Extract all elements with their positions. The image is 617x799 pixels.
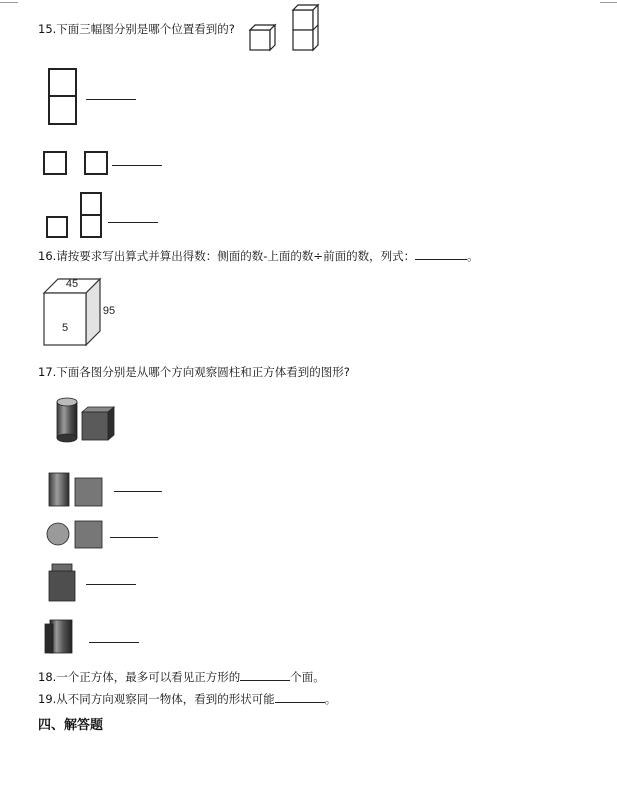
page-corner-mark-right — [600, 2, 617, 3]
question-19-prompt: 19.从不同方向观察同一物体，看到的形状可能 — [38, 692, 275, 706]
q17-view-1-rectangle-and-square — [48, 472, 104, 508]
question-19-answer-blank[interactable] — [275, 691, 325, 703]
q15-view-3-single-square — [46, 216, 68, 238]
question-19-suffix: 。 — [324, 692, 337, 706]
q16-cube-top-number: 45 — [65, 278, 79, 290]
q15-view-3-answer-blank[interactable] — [108, 222, 158, 223]
question-19-text — [38, 691, 336, 706]
q15-view-2-answer-blank[interactable] — [112, 165, 162, 166]
question-16-suffix: 。 — [467, 249, 479, 263]
question-16-prompt: 16.请按要求写出算式并算出得数：侧面的数-上面的数÷前面的数，列式： — [38, 249, 416, 263]
q17-view-4-answer-blank[interactable] — [89, 642, 139, 643]
q15-view-1-stacked-squares — [48, 68, 78, 126]
q17-cylinder-and-cube-figure — [54, 396, 116, 444]
question-16-text — [38, 248, 479, 263]
q15-view-3-stacked-squares — [80, 192, 102, 238]
q16-cube-side-number: 95 — [102, 305, 116, 317]
q15-stacked-cubes-figure — [292, 4, 320, 52]
section-4-heading: 四、解答题 — [38, 718, 104, 733]
q15-view-1-answer-blank[interactable] — [86, 99, 136, 100]
question-16-answer-blank[interactable] — [415, 248, 467, 260]
q17-view-3-answer-blank[interactable] — [86, 584, 136, 585]
question-18-prompt: 18.一个正方体，最多可以看见正方形的 — [38, 670, 241, 684]
q17-view-3-overlapped-shapes — [48, 563, 78, 603]
q15-view-2-left-square — [43, 151, 67, 175]
q16-cube-front-number: 5 — [61, 322, 69, 334]
question-15-text: 15.下面三幅图分别是哪个位置看到的? — [38, 22, 235, 36]
q16-numbered-cube-figure — [38, 276, 122, 348]
question-17-text: 17.下面各图分别是从哪个方向观察圆柱和正方体看到的图形? — [38, 365, 350, 379]
q17-view-2-answer-blank[interactable] — [110, 537, 158, 538]
page-corner-mark-left — [0, 2, 18, 3]
q15-small-cube-figure — [249, 24, 277, 52]
q17-view-1-answer-blank[interactable] — [114, 491, 162, 492]
question-18-text — [38, 669, 325, 684]
question-18-suffix: 个面。 — [290, 670, 325, 684]
q15-view-2-right-square — [84, 151, 108, 175]
q17-view-2-circle-and-square — [46, 520, 104, 550]
q17-view-4-overlapped-shapes — [44, 619, 78, 655]
question-18-answer-blank[interactable] — [240, 669, 290, 681]
